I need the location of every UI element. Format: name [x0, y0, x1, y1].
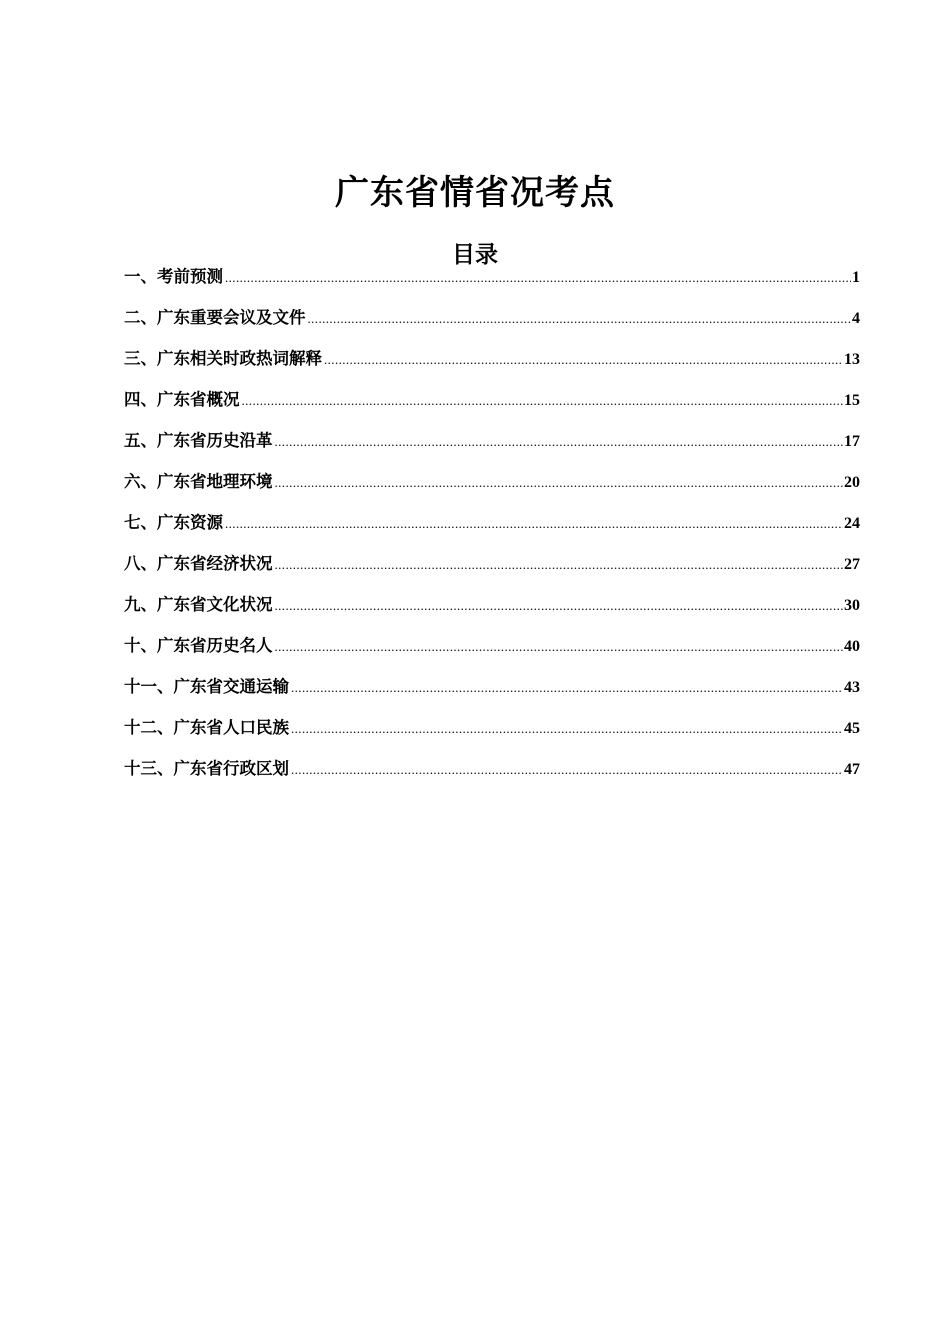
- toc-entry-page-number: 47: [844, 761, 860, 778]
- toc-entry-label: 五、广东省历史沿革: [124, 431, 273, 450]
- toc-entry-label: 三、广东相关时政热词解释: [124, 349, 322, 368]
- dot-leader: [275, 557, 844, 573]
- dot-leader: [275, 598, 844, 614]
- dot-leader: [275, 639, 844, 655]
- toc-entry-label: 八、广东省经济状况: [124, 554, 273, 573]
- toc-entry-resources[interactable]: [124, 509, 860, 550]
- toc-entry-administrative-divisions[interactable]: [124, 755, 860, 796]
- toc-entry-page-number: 20: [844, 474, 860, 491]
- table-of-contents: [124, 263, 860, 796]
- dot-leader: [291, 762, 843, 778]
- toc-entry-overview[interactable]: [124, 386, 860, 427]
- toc-entry-label: 七、广东资源: [124, 513, 223, 532]
- toc-entry-historical-figures[interactable]: [124, 632, 860, 673]
- toc-entry-label: 十、广东省历史名人: [124, 636, 273, 655]
- dot-leader: [275, 434, 844, 450]
- toc-entry-geography[interactable]: [124, 468, 860, 509]
- dot-leader: [291, 680, 843, 696]
- dot-leader: [225, 270, 851, 286]
- toc-entry-forecast[interactable]: [124, 263, 860, 304]
- dot-leader: [308, 311, 852, 327]
- toc-entry-population-ethnicity[interactable]: [124, 714, 860, 755]
- toc-heading: 目录: [452, 242, 498, 269]
- toc-entry-label: 十三、广东省行政区划: [124, 759, 289, 778]
- toc-entry-page-number: 40: [844, 638, 860, 655]
- toc-entry-page-number: 43: [844, 679, 860, 696]
- toc-entry-page-number: 30: [844, 597, 860, 614]
- dot-leader: [291, 721, 843, 737]
- toc-entry-label: 十一、广东省交通运输: [124, 677, 289, 696]
- toc-entry-page-number: 24: [844, 515, 860, 532]
- toc-entry-label: 九、广东省文化状况: [124, 595, 273, 614]
- toc-entry-page-number: 27: [844, 556, 860, 573]
- toc-entry-page-number: 13: [844, 351, 860, 368]
- toc-entry-culture[interactable]: [124, 591, 860, 632]
- toc-entry-transportation[interactable]: [124, 673, 860, 714]
- toc-entry-label: 二、广东重要会议及文件: [124, 308, 306, 327]
- toc-entry-history[interactable]: [124, 427, 860, 468]
- toc-entry-page-number: 45: [844, 720, 860, 737]
- toc-entry-label: 十二、广东省人口民族: [124, 718, 289, 737]
- document-title: 广东省情省况考点: [335, 172, 615, 213]
- dot-leader: [242, 393, 844, 409]
- dot-leader: [225, 516, 843, 532]
- dot-leader: [324, 352, 843, 368]
- toc-entry-page-number: 1: [852, 269, 860, 286]
- toc-entry-page-number: 15: [844, 392, 860, 409]
- toc-entry-meetings-documents[interactable]: [124, 304, 860, 345]
- toc-entry-economy[interactable]: [124, 550, 860, 591]
- toc-entry-page-number: 17: [844, 433, 860, 450]
- toc-entry-label: 一、考前预测: [124, 267, 223, 286]
- toc-entry-label: 四、广东省概况: [124, 390, 240, 409]
- toc-entry-page-number: 4: [852, 310, 860, 327]
- dot-leader: [275, 475, 844, 491]
- toc-entry-label: 六、广东省地理环境: [124, 472, 273, 491]
- toc-entry-hot-terms[interactable]: [124, 345, 860, 386]
